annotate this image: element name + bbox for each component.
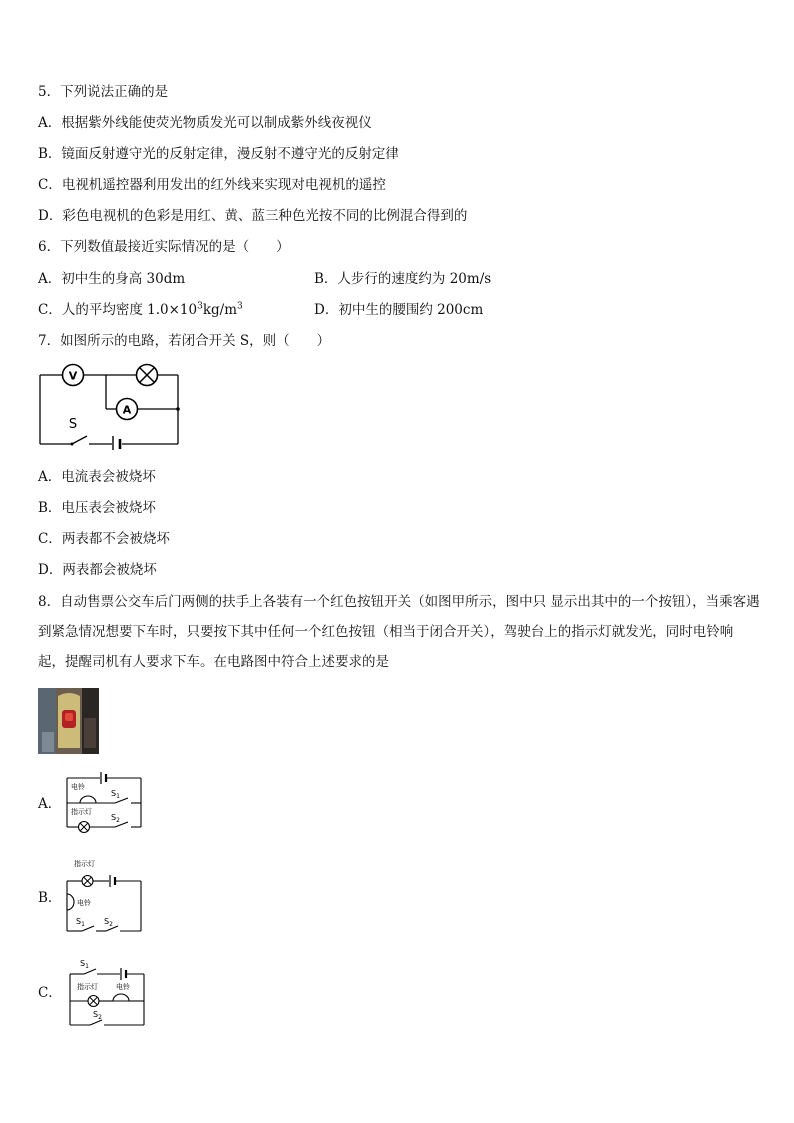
q6-stem: 6．下列数值最接近实际情况的是（ ）: [38, 239, 290, 255]
lamp-label: 指示灯: [77, 983, 98, 991]
s1-letter: S: [80, 959, 86, 968]
s2-letter: S: [93, 1010, 99, 1019]
bell-icon: [113, 994, 129, 1001]
voltmeter-label: V: [68, 369, 78, 383]
lamp-label: 指示灯: [71, 808, 92, 816]
q5-option-c: C．电视机遥控器利用发出的红外线来实现对电视机的遥控: [38, 177, 386, 193]
ammeter-label: A: [122, 403, 132, 417]
switch-s2-label: [104, 917, 113, 928]
q6-option-b: B．人步行的速度约为 20m/s: [314, 271, 492, 287]
q6-option-c-unit: kg/m: [202, 302, 237, 318]
junction-dot: [176, 407, 180, 411]
lamp-icon: [88, 996, 99, 1007]
bell-label: 电铃: [77, 899, 91, 907]
q8-circuit-b: [62, 854, 146, 936]
q6-option-d: D．初中生的腰围约 200cm: [314, 302, 484, 318]
switch-icon: [69, 417, 87, 446]
battery-icon: [113, 436, 120, 450]
q6-option-c: [38, 301, 243, 319]
q6-option-c-exp: 3: [197, 301, 203, 312]
q6-option-a: A．初中生的身高 30dm: [38, 271, 186, 287]
lamp-label: 指示灯: [74, 860, 95, 868]
switch-s1-label: [111, 789, 120, 800]
q7-option-a: A．电流表会被烧坏: [38, 469, 156, 485]
s1-sub: 1: [81, 921, 85, 928]
q8-circuit-a: [62, 768, 146, 834]
lamp-icon: [137, 365, 158, 386]
battery-icon: [121, 968, 126, 980]
q7-option-c: C．两表都不会被烧坏: [38, 531, 170, 547]
lamp-icon: [79, 822, 90, 833]
ammeter-icon: [117, 399, 138, 420]
q6-option-c-unit-exp: 3: [237, 301, 243, 312]
lamp-icon: [82, 876, 93, 887]
q7-stem: 7．如图所示的电路，若闭合开关 S，则（ ）: [38, 333, 331, 349]
s1-sub: 1: [85, 963, 89, 970]
s2-letter: S: [104, 917, 110, 926]
switch-s1-label: [80, 959, 89, 970]
switch-s2-label: [111, 813, 120, 824]
s2-sub: 2: [98, 1014, 102, 1021]
q8-option-a-label: A．: [38, 796, 62, 812]
s2-letter: S: [111, 813, 117, 822]
q7-circuit-diagram: [34, 360, 184, 450]
q5-option-d: D．彩色电视机的色彩是用红、黄、蓝三种色光按不同的比例混合得到的: [38, 208, 468, 224]
q5-option-a: A．根据紫外线能使荧光物质发光可以制成紫外线夜视仪: [38, 115, 372, 131]
voltmeter-icon: [63, 365, 84, 386]
q8-option-b-label: B．: [38, 890, 62, 906]
bell-icon: [80, 796, 96, 803]
bell-label: 电铃: [71, 783, 85, 791]
q6-option-c-text: C．人的平均密度 1.0×10: [38, 302, 198, 318]
s1-letter: S: [111, 789, 117, 798]
bus-button-photo: [38, 688, 99, 754]
switch-s2-label: [93, 1010, 102, 1021]
q7-option-d: D．两表都会被烧坏: [38, 562, 157, 578]
bell-icon: [67, 894, 74, 910]
s2-sub: 2: [109, 921, 113, 928]
s2-sub: 2: [116, 817, 120, 824]
s1-letter: S: [76, 917, 82, 926]
switch-s1-label: [76, 917, 85, 928]
q8-circuit-c: [64, 956, 148, 1030]
battery-icon: [110, 875, 115, 887]
q5-option-b: B．镜面反射遵守光的反射定律，漫反射不遵守光的反射定律: [38, 146, 399, 162]
q5-stem: 5．下列说法正确的是: [38, 84, 169, 100]
q7-option-b: B．电压表会被烧坏: [38, 500, 156, 516]
q8-option-c-label: C．: [38, 985, 62, 1001]
q8-stem: 8．自动售票公交车后门两侧的扶手上各装有一个红色按钮开关（如图甲所示，图中只 显示出其中的一个按钮），当乘客遇到紧急情况想要下车时，只要按下其中任何一个红色按钮（相当于闭合开关），驾驶台上的指示灯就发光，同时电铃响起，提醒司机有人要求下车。在电路图中符合上述要求的是: [38, 594, 760, 670]
bell-label: 电铃: [116, 983, 130, 991]
switch-label: S: [68, 417, 78, 432]
battery-icon: [101, 772, 106, 784]
s1-sub: 1: [116, 793, 120, 800]
